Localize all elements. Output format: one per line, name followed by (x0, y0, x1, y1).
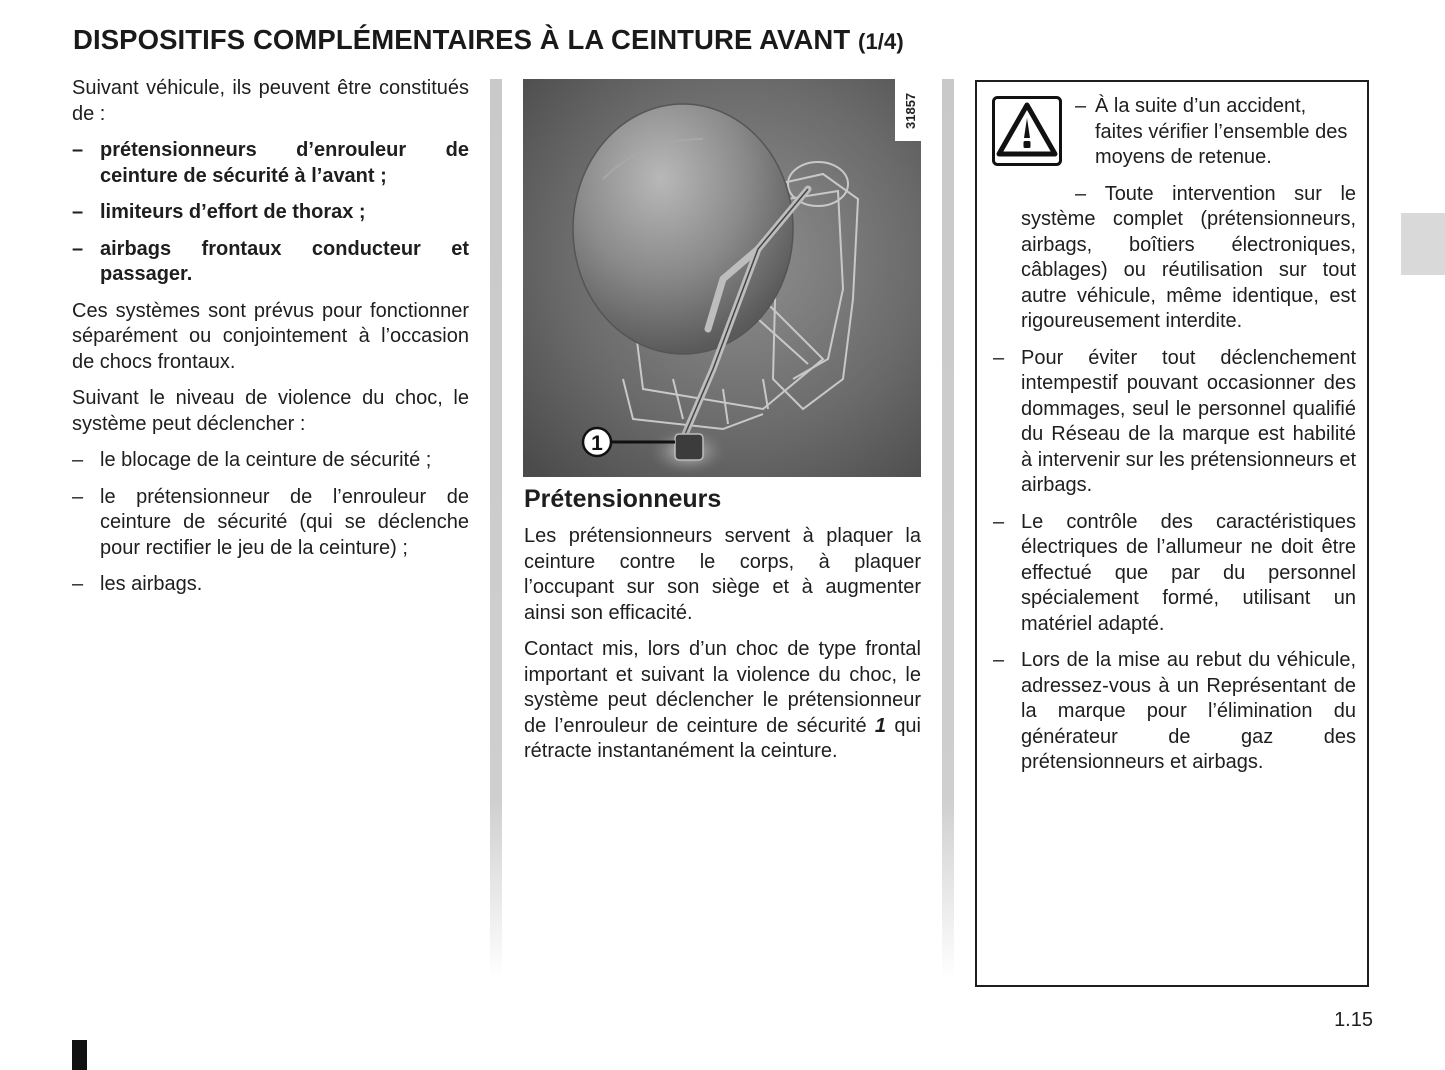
list-dash: – (1075, 182, 1087, 205)
list-item (72, 485, 469, 562)
list-item (72, 138, 469, 189)
page-number: 1.15 (1334, 1009, 1373, 1031)
page-title-suffix: (1/4) (858, 29, 904, 54)
list-item (72, 237, 469, 288)
list-item-text: le blocage de la ceinture de sécurité ; (100, 449, 432, 471)
middle-column (524, 484, 921, 776)
warning-text (993, 94, 1356, 787)
warning-item (993, 510, 1356, 638)
page-title-text: DISPOSITIFS COMPLÉMENTAIRES À LA CEINTURE AVANT (73, 24, 851, 55)
warning-item-text: À la suite d’un accident, faites vérifier l’ensemble des moyens de retenue. (1095, 95, 1348, 168)
list-item-text: les airbags. (100, 573, 203, 595)
list-item-text: prétensionneurs d’enrouleur de ceinture de sécurité à l’avant ; (100, 139, 469, 187)
list-item (72, 572, 469, 598)
intro-paragraph: Suivant véhicule, ils peuvent être constitués de : (72, 77, 469, 125)
contact-text-end: qui rétracte instantanément la ceinture. (524, 714, 922, 762)
warning-box (975, 80, 1369, 987)
list-item-text: airbags frontaux conducteur et passager. (100, 237, 469, 285)
warning-item (1075, 94, 1356, 171)
list-dash: – (72, 139, 84, 161)
left-column (72, 76, 469, 609)
pretensioner-illustration (523, 79, 921, 477)
warning-item (993, 346, 1356, 499)
airbag-seat-illustration (523, 79, 921, 477)
contact-text-start: Contact mis, lors d’un choc de type frontal important et suivant la violence du choc, le système peut déclencher le prétensionneur de l’enrouleur de ceinture de sécurité (524, 638, 921, 737)
warning-item (1021, 182, 1356, 335)
list-item (72, 448, 469, 474)
callout-number: 1 (591, 432, 603, 455)
list-item (72, 200, 469, 226)
list-item-text: le prétensionneur de l’enrouleur de ceinture de sécurité (qui se déclenche pour rectifier le jeu de la ceinture) ; (100, 485, 469, 559)
warning-item-text: Lors de la mise au rebut du véhicule, adressez-vous à un Représentant de la marque pour l’élimination du générateur de gaz des prétensionneurs et airbags. (1021, 649, 1356, 773)
warning-item (993, 648, 1356, 776)
pretensioner-paragraph: Les prétensionneurs servent à plaquer la ceinture contre le corps, à plaquer l’occupant sur son siège et à augmenter ainsi son efficacité. (524, 525, 921, 624)
list-dash: – (993, 649, 1005, 671)
warning-item-text: système complet (prétensionneurs, airbags, boîtiers électroniques, câblages) ou réutilisation sur tout autre véhicule, même identique, est rigoureusement interdite. (1021, 208, 1356, 332)
list-dash: – (72, 201, 84, 223)
contact-paragraph (524, 637, 921, 765)
list-dash: – (1075, 95, 1087, 117)
systems-paragraph: Ces systèmes sont prévus pour fonctionner séparément ou conjointement à l’occasion de chocs frontaux. (72, 299, 469, 373)
page-edge-marker (72, 1040, 87, 1070)
list-dash: – (993, 346, 1005, 369)
column-divider-right (942, 79, 954, 979)
violence-paragraph: Suivant le niveau de violence du choc, le système peut déclencher : (72, 387, 469, 435)
page-title (73, 24, 904, 56)
warning-item-text: Pour éviter tout déclenchement intempestif pouvant occasionner des dommages, seul le personnel qualifié du Réseau de la marque est habilité à intervenir sur les prétensionneurs et airbags. (1021, 346, 1356, 496)
warning-item-text-start: Toute intervention sur le (1104, 182, 1357, 205)
section-heading: Prétensionneurs (524, 485, 722, 513)
list-dash: – (72, 449, 84, 471)
list-dash: – (993, 510, 1005, 533)
column-divider-left (490, 79, 502, 979)
figure-reference-number: 31857 (903, 92, 918, 129)
reference-number: 1 (874, 714, 887, 737)
list-dash: – (72, 573, 84, 595)
list-dash: – (72, 237, 84, 260)
chapter-tab (1401, 213, 1445, 275)
warning-item-text: Le contrôle des caractéristiques électriques de l’allumeur ne doit être effectué que par du personnel spécialement formé, utilisant un matériel adapté. (1021, 510, 1356, 635)
list-dash: – (72, 485, 84, 508)
list-item-text: limiteurs d’effort de thorax ; (100, 201, 366, 223)
